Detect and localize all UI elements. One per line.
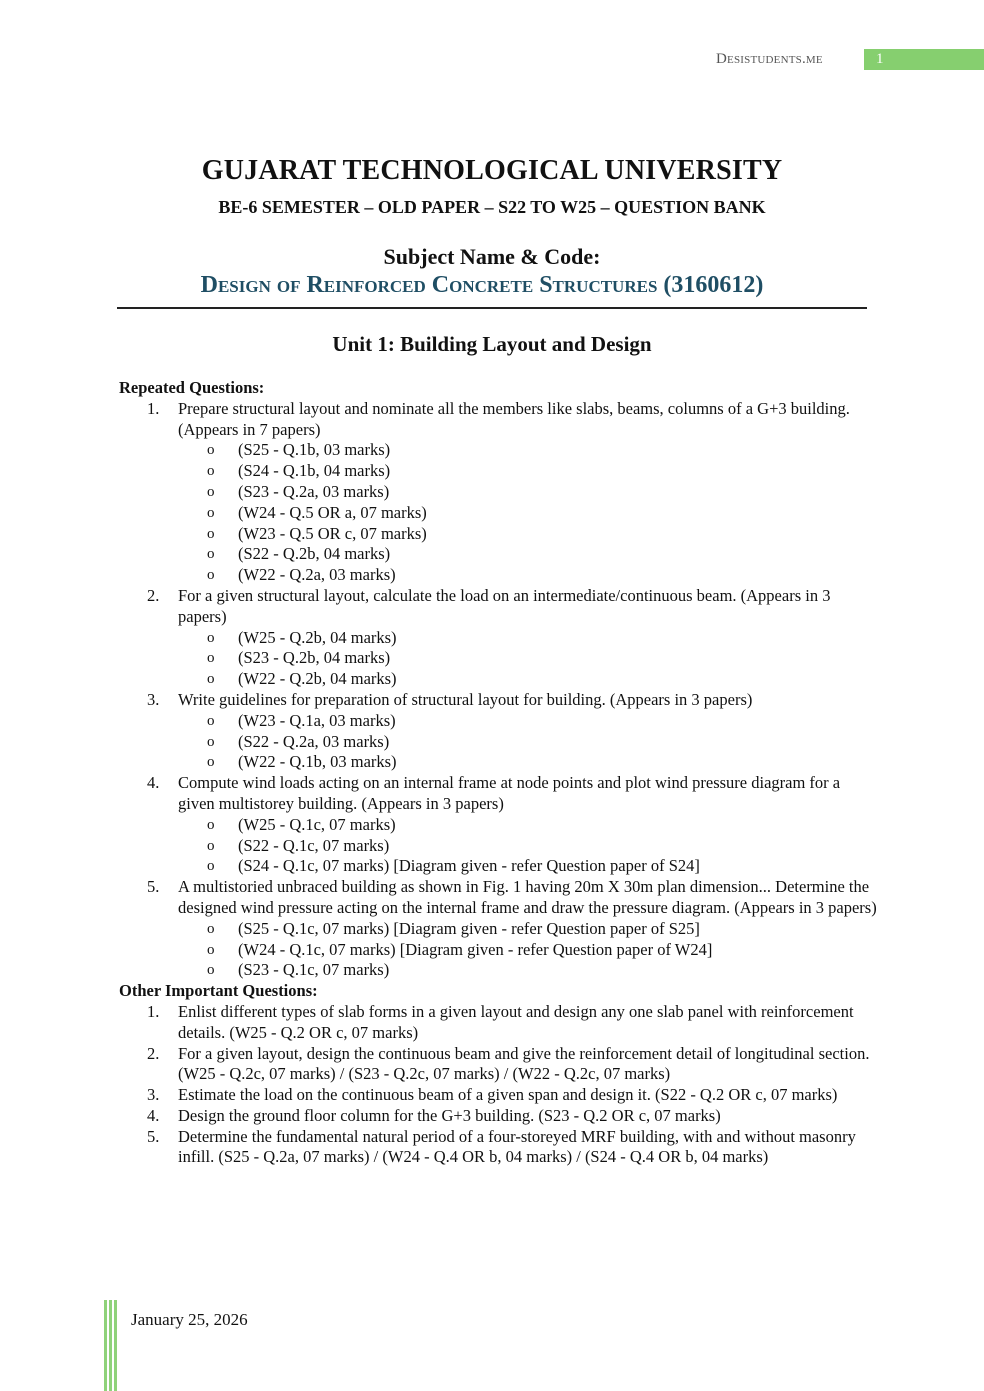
circle-bullet-icon: o — [207, 567, 215, 584]
list-item: 1. Enlist different types of slab forms in a given layout and design any one slab panel with reinforcement details. (W25 - Q.2 OR c, 07 marks) — [147, 1001, 854, 1042]
question-text: For a given layout, design the continuous beam and give the reinforcement detail of longitudinal section. (W25 - Q.2c, 07 marks) / (S23 - Q.2c, 07 marks) / (W22 - Q.2c, 07 marks) — [178, 1043, 870, 1084]
question-text: Compute wind loads acting on an internal frame at node points and plot wind pressure diagram for a given multistorey building. (Appears in 3 papers) — [178, 773, 841, 813]
paper-ref: o (W22 - Q.2b, 04 marks) — [207, 669, 397, 689]
circle-bullet-icon: o — [207, 941, 215, 958]
circle-bullet-icon: o — [207, 712, 215, 729]
page-number-badge: 1 — [864, 49, 984, 70]
circle-bullet-icon: o — [207, 442, 215, 459]
question-text: Prepare structural layout and nominate all the members like slabs, beams, columns of a G+3 building. (Appears in 7 papers) — [178, 398, 850, 439]
subject-name: Design of Reinforced Concrete Structures (3160612) — [200, 272, 764, 298]
circle-bullet-icon: o — [207, 463, 215, 480]
list-item: 4. Design the ground floor column for the G+3 building. (S23 - Q.2 OR c, 07 marks) — [147, 1105, 721, 1125]
circle-bullet-icon: o — [207, 483, 215, 500]
paper-ref: o (S22 - Q.2a, 03 marks) — [207, 731, 390, 751]
list-item: 3. Write guidelines for preparation of structural layout for building. (Appears in 3 papers) o (W23 - Q.1a, 03 marks) o (S22 - Q.2a, 03 marks) o (W22 - Q.1b, 03 marks) — [119, 690, 879, 773]
paper-ref: o (W25 - Q.2b, 04 marks) — [207, 627, 397, 647]
paper-ref: o (S25 - Q.1b, 03 marks) — [207, 440, 391, 460]
paper-ref: o (W24 - Q.1c, 07 marks) [Diagram given - refer Question paper of W24] — [207, 939, 713, 959]
paper-ref: o (S23 - Q.1c, 07 marks) — [207, 960, 390, 980]
list-item: 1. Prepare structural layout and nominate all the members like slabs, beams, columns of a G+3 building. (Appears in 7 papers) o (S25 - Q.1b, 03 marks) o (S24 - Q.1b, 04 marks) o (S23 - Q.2a, 03 marks) o (W24 - Q.5 OR a, 07 marks) o (W23 - Q.5 OR c, 07 marks) o (S22 - Q.2b, 04 marks) o (W22 - Q.2a, 03 marks) — [119, 399, 879, 586]
paper-ref: o (S24 - Q.1c, 07 marks) [Diagram given - refer Question paper of S24] — [207, 856, 700, 876]
question-text: Determine the fundamental natural period of a four-storeyed MRF building, with and without masonry infill. (S25 - Q.2a, 07 marks) / (W24 - Q.4 OR b, 04 marks) / (S24 - Q.4 OR b, 04 marks) — [178, 1126, 856, 1167]
unit-title: Unit 1: Building Layout and Design — [332, 332, 652, 356]
footer-accent-bars — [104, 1300, 118, 1391]
paper-ref: o (W22 - Q.1b, 03 marks) — [207, 752, 397, 772]
list-item: 3. Estimate the load on the continuous beam of a given span and design it. (S22 - Q.2 OR c, 07 marks) — [147, 1085, 838, 1105]
question-text: For a given structural layout, calculate the load on an intermediate/continuous beam. (Appears in 3 papers) — [178, 585, 831, 626]
repeated-questions-list — [119, 399, 879, 981]
list-item: 4. Compute wind loads acting on an internal frame at node points and plot wind pressure diagram for a given multistorey building. (Appears in 3 papers) o (W25 - Q.1c, 07 marks) o (S22 - Q.1c, 07 marks) o (S24 - Q.1c, 07 marks) [Diagram given - refer Question paper of S24] — [119, 773, 879, 877]
paper-ref: o (S25 - Q.1c, 07 marks) [Diagram given - refer Question paper of S25] — [207, 918, 700, 938]
paper-ref: o (S22 - Q.1c, 07 marks) — [207, 835, 390, 855]
circle-bullet-icon: o — [207, 837, 215, 854]
repeated-questions-heading: Repeated Questions: — [119, 378, 265, 397]
circle-bullet-icon: o — [207, 629, 215, 646]
page-title: GUJARAT TECHNOLOGICAL UNIVERSITY — [201, 155, 783, 186]
paper-ref: o (W24 - Q.5 OR a, 07 marks) — [207, 502, 427, 522]
paper-ref: o (W23 - Q.1a, 03 marks) — [207, 710, 396, 730]
paper-ref: o (W22 - Q.2a, 03 marks) — [207, 565, 396, 585]
circle-bullet-icon: o — [207, 504, 215, 521]
paper-ref: o (W25 - Q.1c, 07 marks) — [207, 814, 396, 834]
paper-ref: o (S23 - Q.2a, 03 marks) — [207, 481, 390, 501]
other-questions-list — [119, 1002, 879, 1168]
paper-ref: o (S24 - Q.1b, 04 marks) — [207, 461, 391, 481]
list-item: 2. For a given layout, design the continuous beam and give the reinforcement detail of longitudinal section. (W25 - Q.2c, 07 marks) / (S23 - Q.2c, 07 marks) / (W22 - Q.2c, 07 marks) — [147, 1043, 870, 1084]
circle-bullet-icon: o — [207, 858, 215, 875]
paper-ref: o (S22 - Q.2b, 04 marks) — [207, 544, 391, 564]
circle-bullet-icon: o — [207, 754, 215, 771]
question-text: A multistoried unbraced building as shown in Fig. 1 having 20m X 30m plan dimension... Determine the designed wind pressure acting on the internal frame and draw the pressure diagram. (Appears in 3 papers) — [178, 877, 877, 917]
circle-bullet-icon: o — [207, 733, 215, 750]
header-site-name: Desistudents.me — [716, 51, 823, 67]
circle-bullet-icon: o — [207, 962, 215, 979]
circle-bullet-icon: o — [207, 546, 215, 563]
paper-ref: o (W23 - Q.5 OR c, 07 marks) — [207, 523, 427, 543]
list-item: 5. A multistoried unbraced building as shown in Fig. 1 having 20m X 30m plan dimension... Determine the designed wind pressure acting on the internal frame and draw the pressure diagram. (Appears in 3 papers) o (S25 - Q.1c, 07 marks) [Diagram given - refer Question paper of S25] o (W24 - Q.1c, 07 marks) [Diagram given - refer Question paper of W24] o (S23 - Q.1c, 07 marks) — [119, 877, 879, 981]
paper-ref: o (S23 - Q.2b, 04 marks) — [207, 648, 391, 668]
circle-bullet-icon: o — [207, 920, 215, 937]
title-divider — [117, 307, 867, 309]
circle-bullet-icon: o — [207, 650, 215, 667]
circle-bullet-icon: o — [207, 525, 215, 542]
question-content — [119, 378, 879, 1168]
circle-bullet-icon: o — [207, 816, 215, 833]
question-text: Estimate the load on the continuous beam of a given span and design it. (S22 - Q.2 OR c, 07 marks) — [178, 1085, 838, 1105]
question-text: Design the ground floor column for the G+3 building. (S23 - Q.2 OR c, 07 marks) — [178, 1105, 721, 1125]
subject-label: Subject Name & Code: — [383, 244, 601, 269]
other-questions-heading: Other Important Questions: — [119, 981, 318, 1001]
circle-bullet-icon: o — [207, 671, 215, 688]
footer-date: January 25, 2026 — [131, 1310, 248, 1329]
list-item: 2. For a given structural layout, calculate the load on an intermediate/continuous beam. (Appears in 3 papers) o (W25 - Q.2b, 04 marks) o (S23 - Q.2b, 04 marks) o (W22 - Q.2b, 04 marks) — [119, 586, 879, 690]
list-item: 5. Determine the fundamental natural period of a four-storeyed MRF building, with and without masonry infill. (S25 - Q.2a, 07 marks) / (W24 - Q.4 OR b, 04 marks) / (S24 - Q.4 OR b, 04 marks) — [147, 1126, 856, 1167]
page-subtitle: BE-6 SEMESTER – OLD PAPER – S22 TO W25 – QUESTION BANK — [218, 197, 766, 217]
question-text: Enlist different types of slab forms in a given layout and design any one slab panel with reinforcement details. (W25 - Q.2 OR c, 07 marks) — [178, 1001, 854, 1042]
question-text: Write guidelines for preparation of structural layout for building. (Appears in 3 papers) — [178, 689, 753, 709]
